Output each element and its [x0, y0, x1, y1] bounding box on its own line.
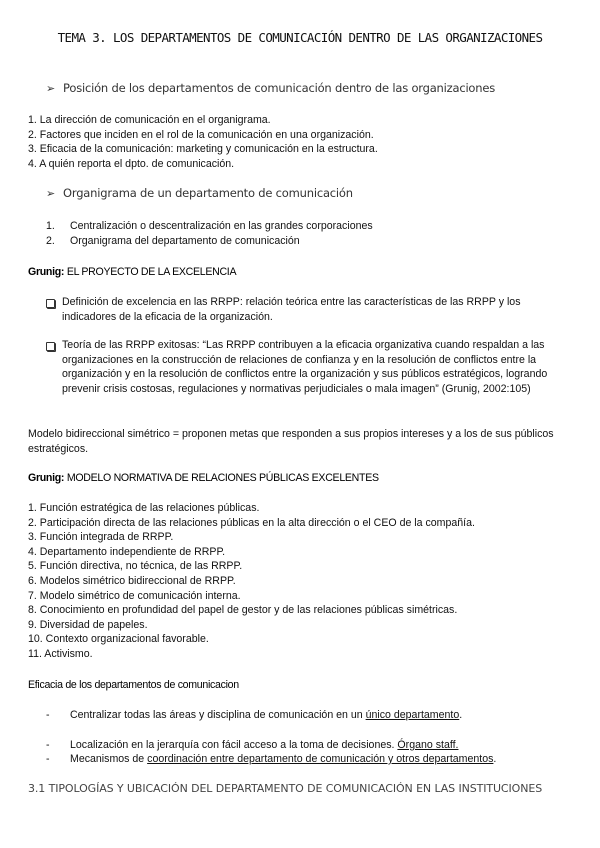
section1-heading-line [46, 81, 495, 95]
list-item: - Mecanismos de coordinación entre departamento de comunicación y otros departamentos. [46, 753, 497, 765]
list-item: 1. La dirección de comunicación en el organigrama. [28, 114, 271, 126]
list-item: 2. Factores que inciden en el rol de la comunicación en una organización. [28, 128, 374, 141]
list-item: 2. Participación directa de las relaciones públicas en la alta dirección o el CEO de la compañía. [28, 516, 475, 529]
grunig-excellence-heading: Grunig: EL PROYECTO DE LA EXCELENCIA [28, 266, 237, 278]
list-item: 1. Función estratégica de las relaciones públicas. [28, 502, 260, 514]
list-item: 9. Diversidad de papeles. [28, 618, 148, 631]
list-item: 8. Conocimiento en profundidad del papel de gestor y de las relaciones públicas simétricas. [28, 604, 458, 617]
underlined-term: coordinación entre departamento de comunicación y otros departamentos [147, 753, 494, 765]
section2-heading-line [46, 186, 353, 200]
list-item: 10. Contexto organizacional favorable. [28, 633, 209, 646]
list-item: 4. Departamento independiente de RRPP. [28, 545, 226, 558]
list-item: 3. Eficacia de la comunicación: marketing y comunicación en la estructura. [28, 143, 378, 156]
eficacia-heading: Eficacia de los departamentos de comunicacion [28, 679, 239, 691]
list-item: Definición de excelencia en las RRPP: relación teórica entre las características de las RRPP y los indicadores de la eficacia de la organización. [46, 295, 566, 324]
section2-heading: Organigrama de un departamento de comunicación [63, 186, 353, 200]
underlined-term: Órgano staff. [397, 739, 459, 751]
list-item: 5. Función directiva, no técnica, de las RRPP. [28, 560, 243, 573]
list-item: 3. Función integrada de RRPP. [28, 531, 174, 544]
section-3-1-heading: 3.1 TIPOLOGÍAS Y UBICACIÓN DEL DEPARTAMENTO DE COMUNICACIÓN EN LAS INSTITUCIONES [28, 782, 543, 795]
arrow-bullet-icon: ➢ [46, 187, 56, 200]
list-item: - Localización en la jerarquía con fácil acceso a la toma de decisiones. Órgano staff. [46, 739, 459, 751]
checkbox-bullet-icon [46, 342, 55, 351]
list-item: 7. Modelo simétrico de comunicación interna. [28, 589, 241, 602]
list-item: Teoría de las RRPP exitosas: “Las RRPP contribuyen a la eficacia organizativa cuando respaldan a las organizaciones en la construcción de relaciones de confianza y en la resolución de conflictos entre la organización y en la resolución de conflictos entre la organización y sus públicos estratégicos, logrando prevenir crisis costosas, regulaciones y normativas perjudiciales o mala imagen” (Grunig, 2002:105) [46, 338, 568, 396]
list-item: 2. Organigrama del departamento de comunicación [46, 234, 300, 247]
model-note: Modelo bidireccional simétrico = proponen metas que responden a sus propios intereses y a los de sus públicos estratégicos. [28, 428, 554, 455]
grunig-model-list [28, 501, 475, 662]
underlined-term: único departamento [365, 709, 460, 721]
section1-heading: Posición de los departamentos de comunicación dentro de las organizaciones [63, 81, 496, 95]
page-title: TEMA 3. LOS DEPARTAMENTOS DE COMUNICACIÓN DENTRO DE LAS ORGANIZACIONES [57, 30, 543, 45]
list-item: 11. Activismo. [28, 647, 93, 660]
grunig-model-heading: Grunig: MODELO NORMATIVA DE RELACIONES PÚBLICAS EXCELENTES [28, 472, 379, 484]
section2-list [46, 219, 373, 248]
section1-list [28, 113, 378, 171]
list-item: 4. A quién reporta el dpto. de comunicación. [28, 157, 235, 170]
list-item: 1. Centralización o descentralización en las grandes corporaciones [46, 220, 373, 232]
list-item: 6. Modelos simétrico bidireccional de RRPP. [28, 574, 236, 587]
arrow-bullet-icon: ➢ [46, 82, 56, 95]
checkbox-bullet-icon [46, 299, 55, 308]
list-item: - Centralizar todas las áreas y disciplina de comunicación en un único departamento. [46, 709, 463, 721]
